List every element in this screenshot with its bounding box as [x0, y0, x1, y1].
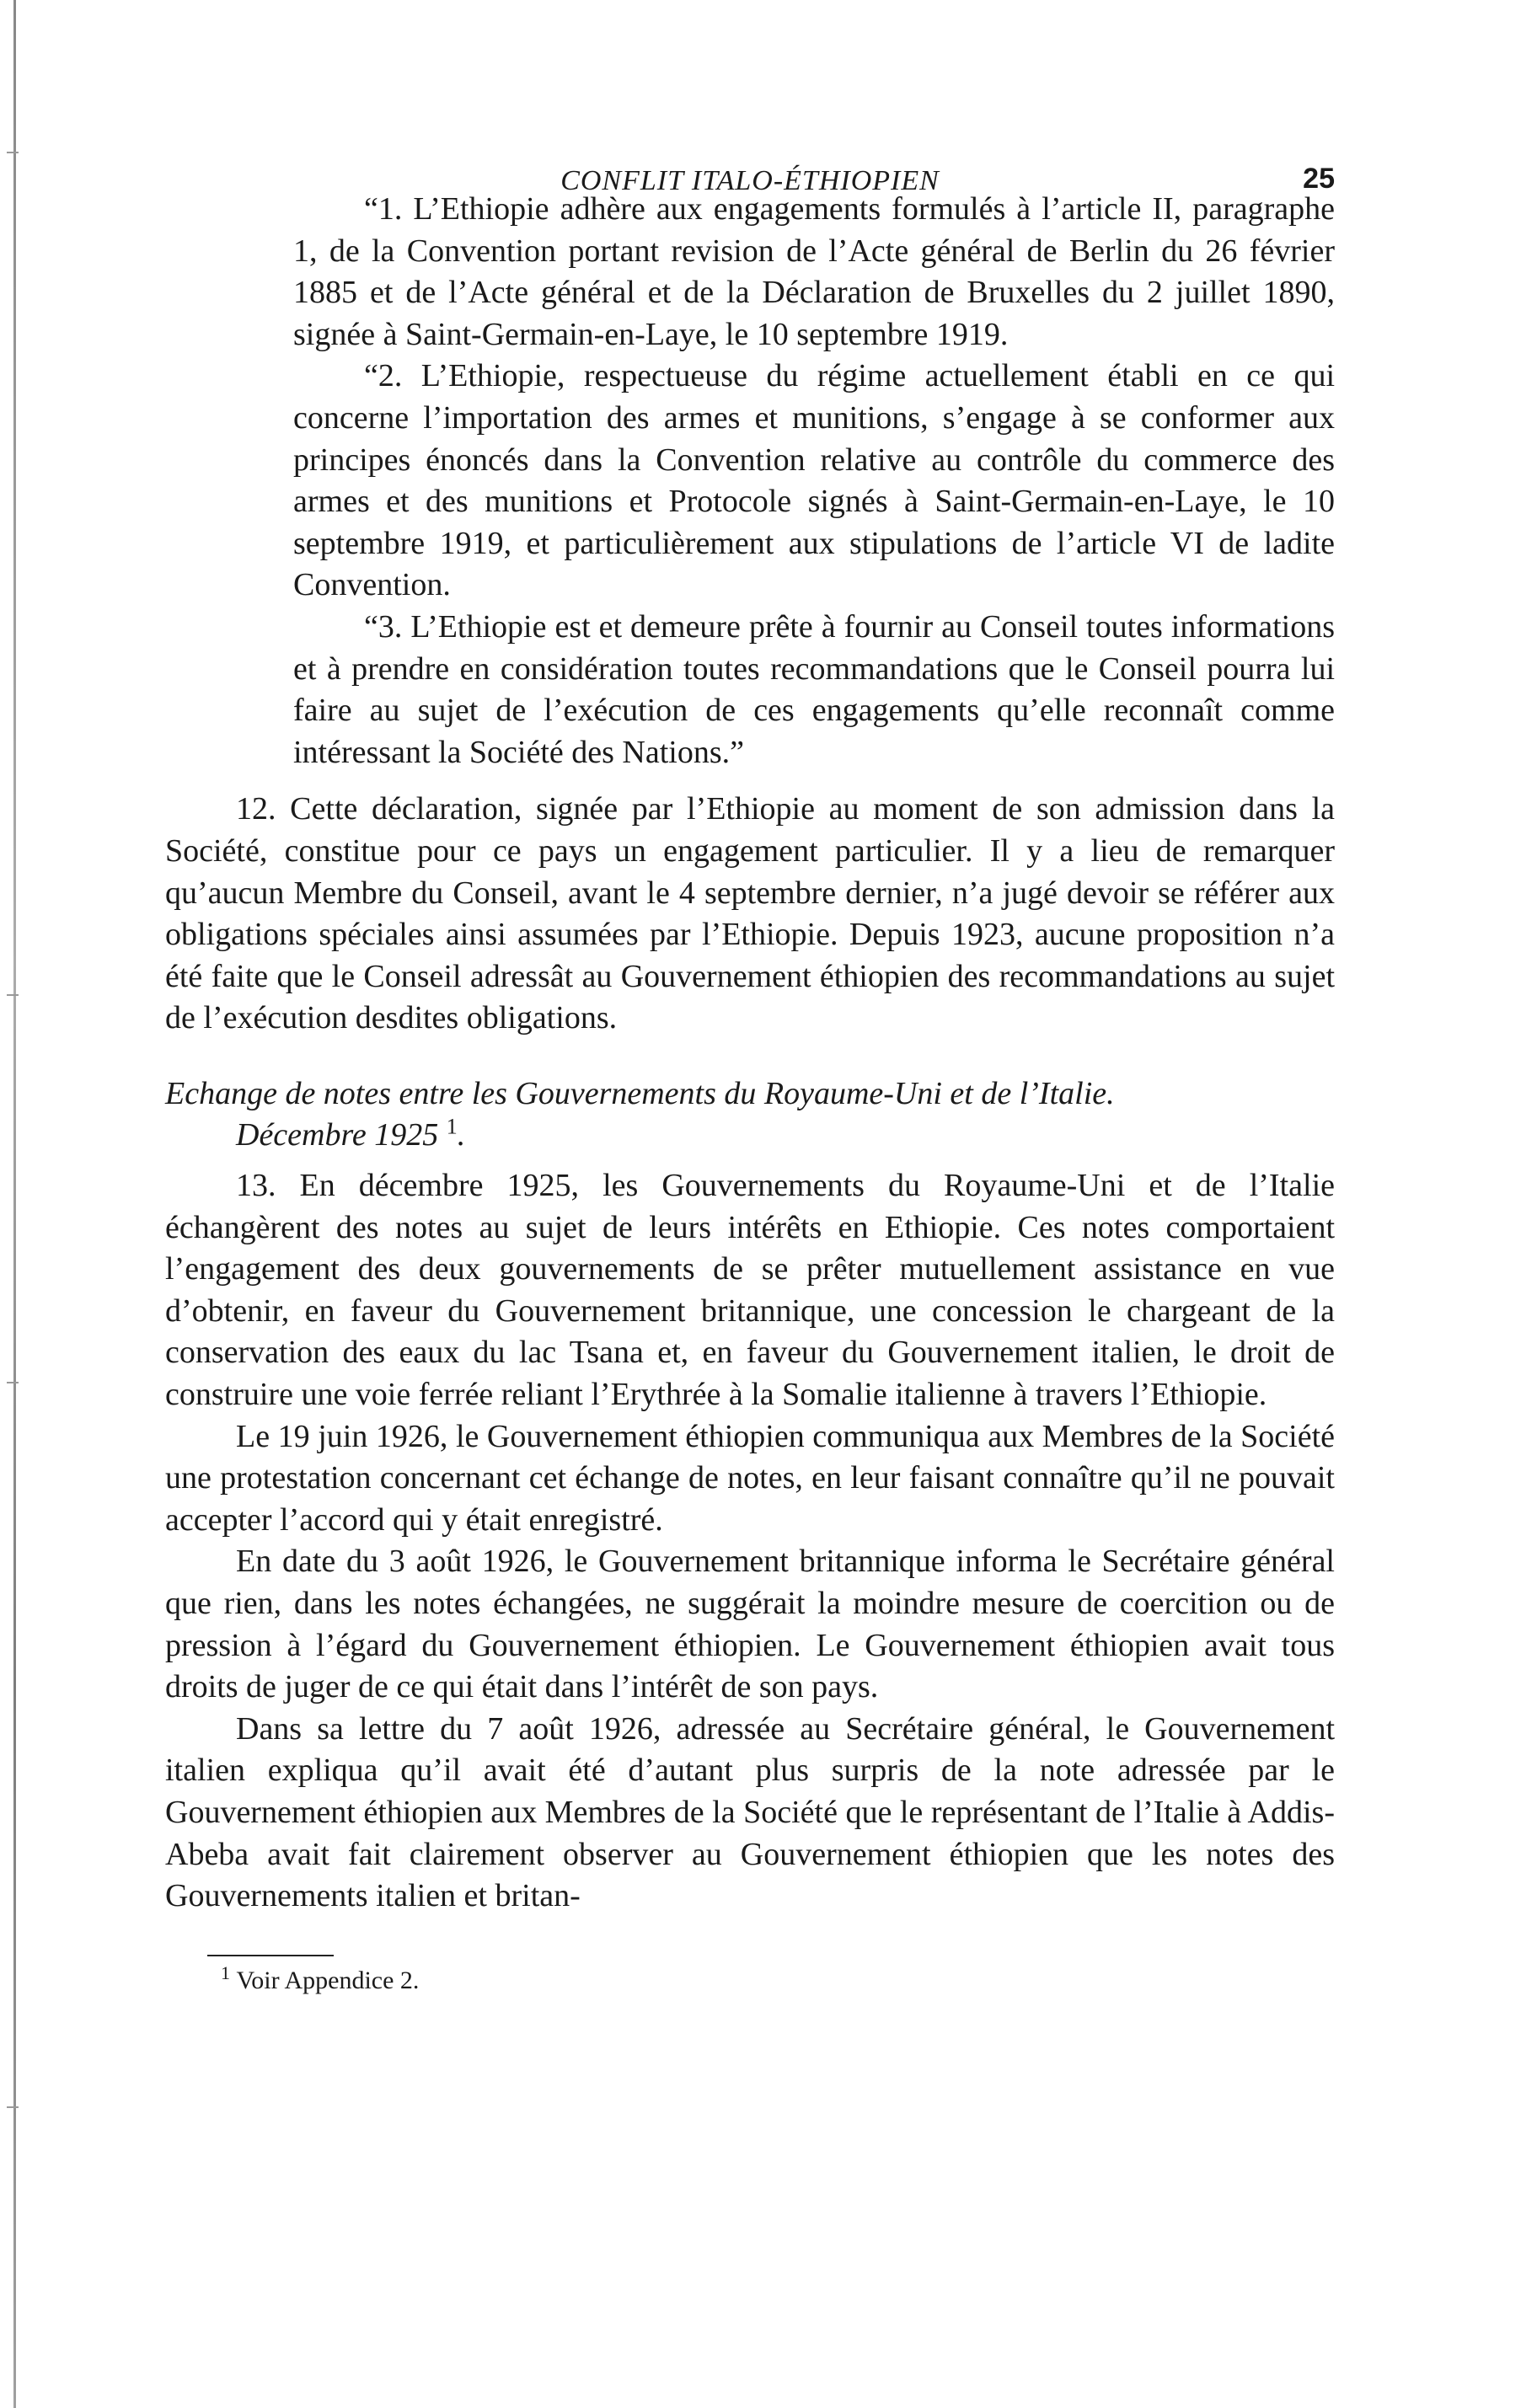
section-heading-date: Décembre 1925 [236, 1117, 439, 1153]
section-heading-line2 [165, 1115, 1335, 1157]
footnote-mark: 1 [221, 1961, 230, 1983]
section-heading [165, 1073, 1335, 1157]
quote-paragraph-2: “2. L’Ethiopie, respectueuse du régime actuellement établi en ce qui concerne l’importation des armes et munitions, s’engage à se conformer aux principes énoncés dans la Convention relative au contrôle du commerce des armes et des munitions et Protocole signés à Saint-Germain-en-Laye, le 10 septembre 1919, et particulièrement aux stipulations de l’article VI de ladite Convention. [293, 358, 1335, 603]
quote-paragraph-3: “3. L’Ethiopie est et demeure prête à fournir au Conseil toutes informations et à prendre en considération toutes recommandations que le Conseil pourra lui faire au sujet de l’exécution de ces engagements qu’elle reconnaît comme intéressant la Société des Nations.” [293, 608, 1335, 770]
footnote-text: Voir Appendice 2. [236, 1966, 420, 1994]
quote-paragraph-1: “1. L’Ethiopie adhère aux engagements formulés à l’article II, paragraphe 1, de la Convention portant revision de l’Acte général de Berlin du 26 février 1885 et de l’Acte général et de la Déclaration de Bruxelles du 2 juillet 1890, signée à Saint-Germain-en-Laye, le 10 septembre 1919. [293, 191, 1335, 352]
running-title: CONFLIT ITALO-ÉTHIOPIEN [560, 165, 940, 196]
footnote-rule [207, 1955, 334, 1956]
section-heading-line1: Echange de notes entre les Gouvernements du Royaume-Uni et de l’Italie. [165, 1075, 1115, 1111]
footnotes [165, 1955, 1335, 1997]
paragraph-13: 13. En décembre 1925, les Gouvernements du Royaume-Uni et de l’Italie échangèrent des notes au sujet de leurs intérêts en Ethiopie. Ces notes comportaient l’engagement des deux gouvernements de se prêter mutuellement assistance en vue d’obtenir, en faveur du Gouvernement britannique, une concession le chargeant de la conservation des eaux du lac Tsana et, en faveur du Gouvernement italien, le droit de construire une voie ferrée reliant l’Erythrée à la Somalie italienne à travers l’Ethiopie. [165, 1168, 1335, 1413]
paragraph-12: 12. Cette déclaration, signée par l’Ethiopie au moment de son admission dans la Société, constitue pour ce pays un engagement particulier. Il y a lieu de remarquer qu’aucun Membre du Conseil, avant le 4 septembre dernier, n’a jugé devoir se référer aux obligations spéciales ainsi assumées par l’Ethiopie. Depuis 1923, aucune proposition n’a été faite que le Conseil adressât au Gouvernement éthiopien des recommandations au sujet de l’exécution desdites obligations. [165, 791, 1335, 1036]
paragraph-italian-letter: Dans sa lettre du 7 août 1926, adressée au Secrétaire général, le Gouvernement italien expliqua qu’il avait été d’autant plus surpris de la note adressée par le Gouvernement éthiopien aux Membres de la Société que le représentant de l’Italie à Addis-Abeba avait fait clairement observer au Gouvernement éthiopien que les notes des Gouvernements italien et britan- [165, 1710, 1335, 1914]
paragraph-protest: Le 19 juin 1926, le Gouvernement éthiopien communiqua aux Membres de la Société une protestation concernant cet échange de notes, en leur faisant connaître qu’il ne pouvait accepter l’accord qui y était enregistré. [165, 1418, 1335, 1538]
quoted-declaration [165, 189, 1335, 773]
scan-left-edge [0, 0, 51, 2408]
paragraph-british-reply: En date du 3 août 1926, le Gouvernement britannique informa le Secrétaire général que rien, dans les notes échangées, ne suggérait la moindre mesure de coercition ou de pression à l’égard du Gouvernement éthiopien. Le Gouvernement éthiopien avait tous droits de juger de ce qui était dans l’intérêt de son pays. [165, 1544, 1335, 1705]
footnote-reference: 1 [446, 1114, 458, 1139]
page-content [165, 135, 1335, 1997]
section-heading-period: . [457, 1117, 466, 1153]
page-number: 25 [1303, 163, 1335, 195]
running-head [165, 135, 1335, 196]
footnote-1 [165, 1961, 1335, 1997]
